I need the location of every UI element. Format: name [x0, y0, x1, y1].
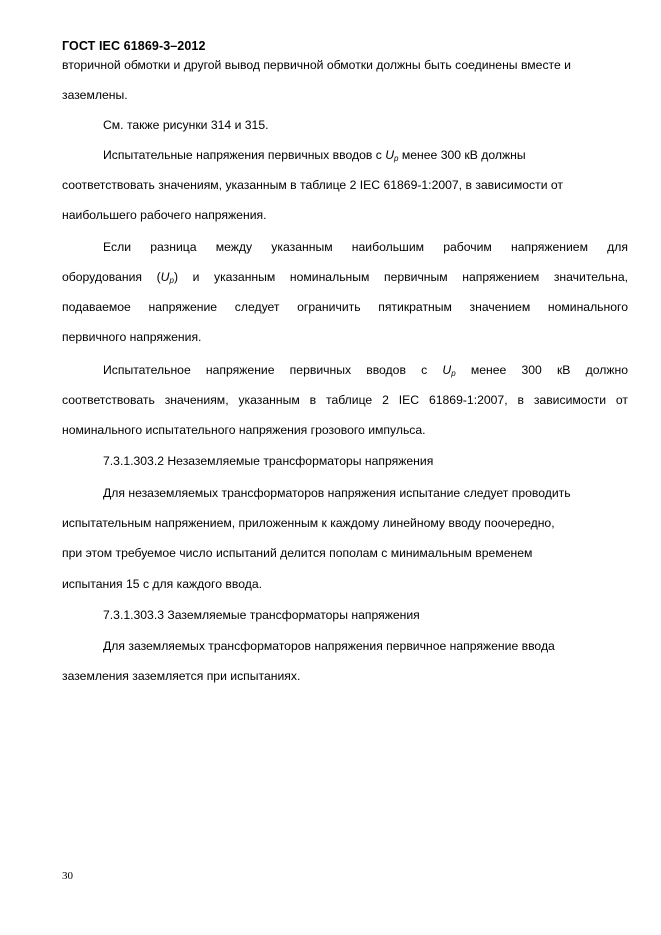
- text-fragment: менее 300 кВ должны: [398, 148, 526, 162]
- symbol-letter: U: [385, 148, 395, 162]
- text-line: Для заземляемых трансформаторов напряжения первичное напряжение ввода: [103, 639, 555, 653]
- symbol-subscript: p: [394, 154, 399, 163]
- text-fragment: Испытательное напряжение первичных вводов с: [103, 363, 443, 377]
- text-fragment: Испытательные напряжения первичных вводов с: [103, 148, 386, 162]
- voltage-symbol: [442, 363, 455, 377]
- text-line: Если разница между указанным наибольшим рабочим напряжением для: [103, 240, 628, 254]
- text-line: испытательным напряжением, приложенным к каждому линейному вводу поочередно,: [62, 516, 555, 530]
- text-line: первичного напряжения.: [62, 330, 202, 344]
- symbol-letter: U: [442, 363, 452, 377]
- text-line: заземлены.: [62, 88, 128, 102]
- text-line: соответствовать значениям, указанным в таблице 2 IEC 61869-1:2007, в зависимости от: [62, 178, 563, 192]
- symbol-letter: U: [160, 270, 170, 284]
- section-heading: 7.3.1.303.2 Незаземляемые трансформаторы напряжения: [103, 454, 434, 468]
- text-line: испытания 15 с для каждого ввода.: [62, 577, 262, 591]
- text-line: [103, 363, 628, 381]
- voltage-symbol: [161, 270, 174, 284]
- text-line: наибольшего рабочего напряжения.: [62, 208, 267, 222]
- text-fragment: оборудования (: [62, 270, 161, 284]
- text-line: См. также рисунки 314 и 315.: [103, 118, 269, 132]
- text-fragment: менее 300 кВ должно: [455, 363, 628, 377]
- page-number: 30: [62, 870, 73, 882]
- text-line: номинального испытательного напряжения грозового импульса.: [62, 423, 426, 437]
- voltage-symbol: [385, 148, 398, 162]
- text-line: [103, 148, 526, 166]
- text-fragment: ) и указанным номинальным первичным напряжением значительна,: [173, 270, 628, 284]
- text-line: [62, 270, 628, 288]
- text-line: при этом требуемое число испытаний делится пополам с минимальным временем: [62, 546, 533, 560]
- section-heading: 7.3.1.303.3 Заземляемые трансформаторы напряжения: [103, 608, 420, 622]
- symbol-subscript: p: [451, 369, 456, 378]
- text-line: Для незаземляемых трансформаторов напряжения испытание следует проводить: [103, 486, 571, 500]
- document-header: ГОСТ IEC 61869-3–2012: [62, 39, 206, 53]
- symbol-subscript: p: [169, 276, 174, 285]
- text-line: подаваемое напряжение следует ограничить пятикратным значением номинального: [62, 300, 628, 314]
- text-line: соответствовать значениям, указанным в таблице 2 IEC 61869-1:2007, в зависимости от: [62, 393, 628, 407]
- text-line: заземления заземляется при испытаниях.: [62, 669, 301, 683]
- text-line: вторичной обмотки и другой вывод первичной обмотки должны быть соединены вместе и: [62, 58, 571, 72]
